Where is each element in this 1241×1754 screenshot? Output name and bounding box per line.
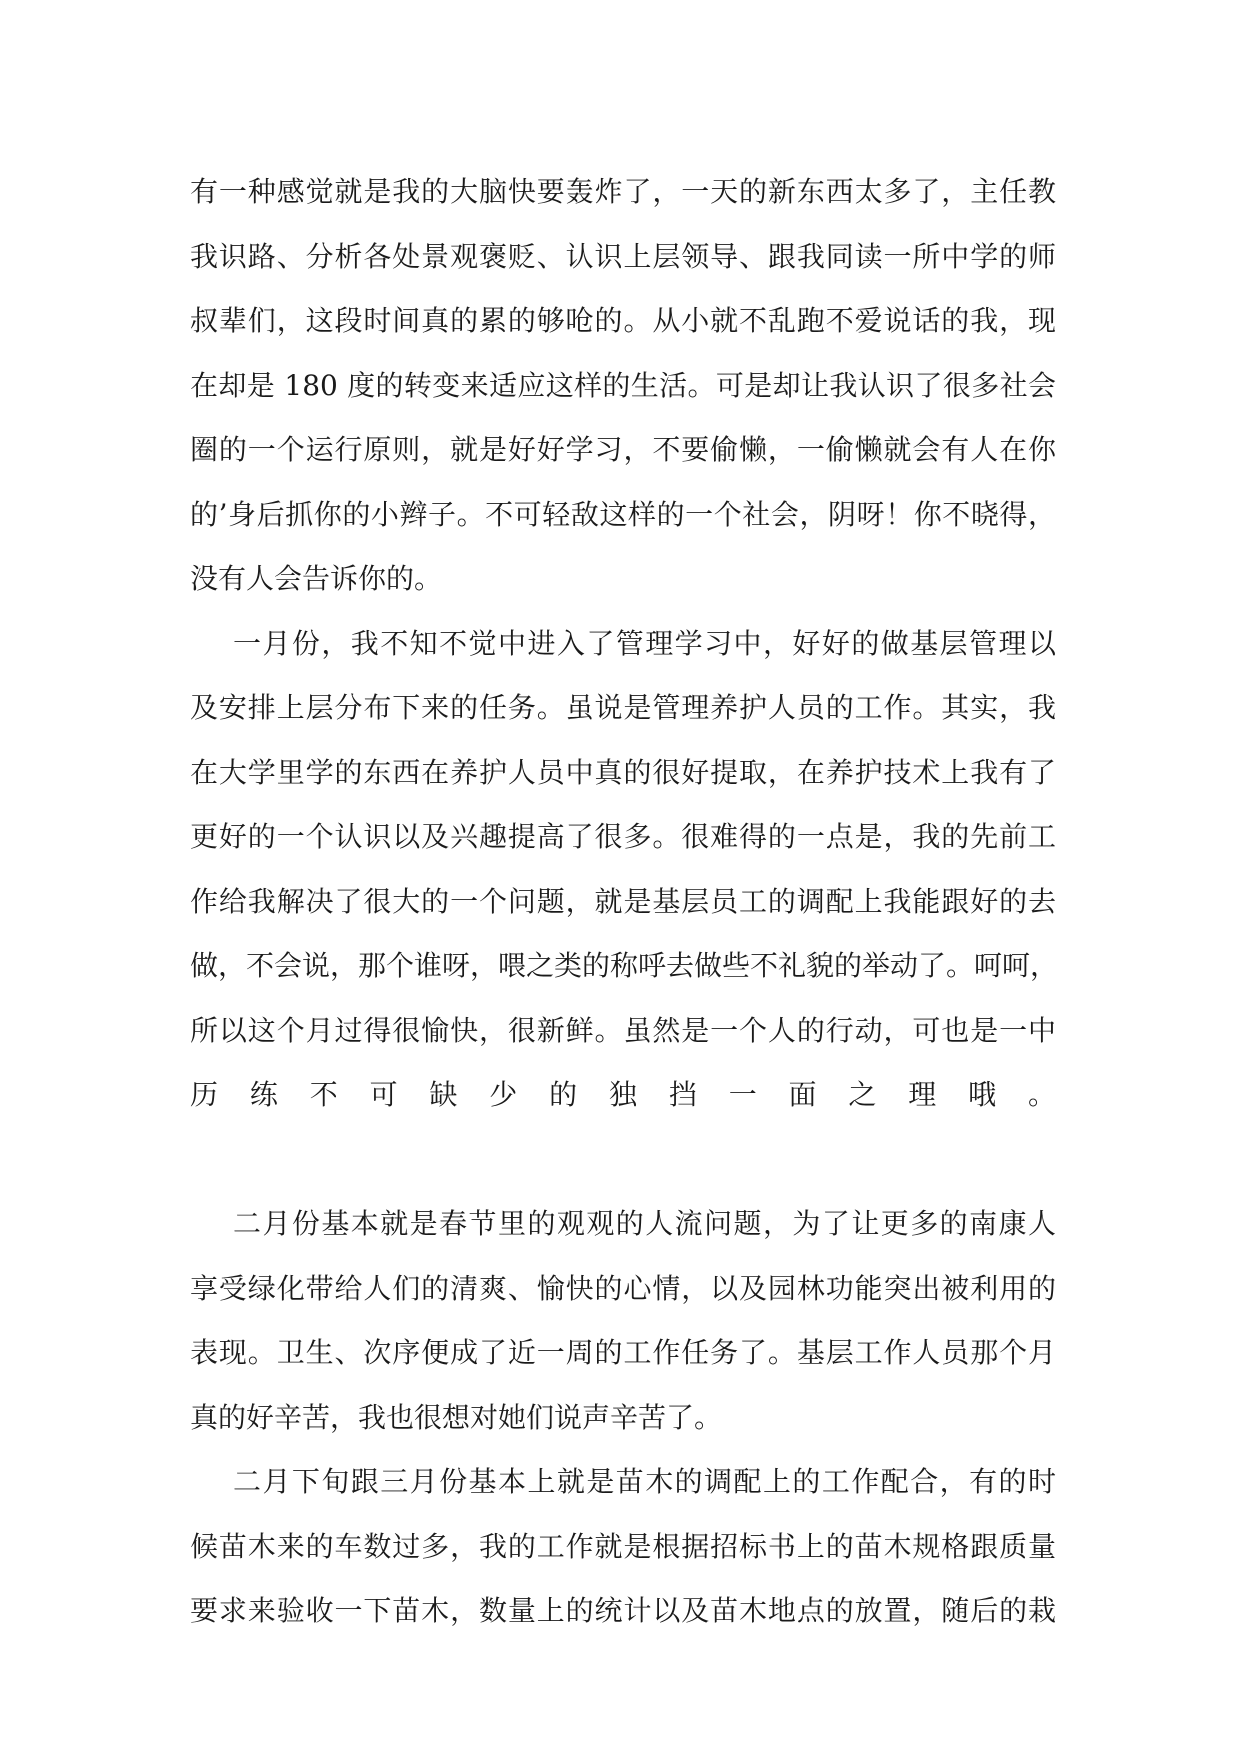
text-line — [190, 1128, 1056, 1193]
text-line: 一月份，我不知不觉中进入了管理学习中，好好的做基层管理以 — [233, 626, 1056, 660]
paragraph-3 — [190, 1192, 1056, 1450]
text-line: 没有人会告诉你的。 — [190, 562, 443, 595]
text-line: 有一种感觉就是我的大脑快要轰炸了，一天的新东西太多了，主任教 — [190, 175, 1056, 208]
text-line: 我识路、分析各处景观褒贬、认识上层领导、跟我同读一所中学的师 — [190, 239, 1056, 273]
text-line: 表现。卫生、次序便成了近一周的工作任务了。基层工作人员那个月 — [190, 1336, 1056, 1369]
paragraph-4 — [190, 1450, 1056, 1644]
text-line: 二月份基本就是春节里的观观的人流问题，为了让更多的南康人 — [233, 1207, 1056, 1240]
text-line: 圈的一个运行原则，就是好好学习，不要偷懒，一偷懒就会有人在你 — [190, 433, 1056, 466]
text-line: 在大学里学的东西在养护人员中真的很好提取，在养护技术上我有了 — [190, 755, 1056, 789]
document-page — [190, 160, 1059, 1644]
text-line: 候苗木来的车数过多，我的工作就是根据招标书上的苗木规格跟质量 — [190, 1529, 1056, 1563]
text-line: 历练不可缺少的独挡一面之理哦。 — [190, 1078, 1056, 1111]
text-line: 更好的一个认识以及兴趣提高了很多。很难得的一点是，我的先前工 — [190, 820, 1056, 853]
text-line: 在却是 180 度的转变来适应这样的生活。可是却让我认识了很多社会 — [190, 368, 1056, 402]
text-line: 要求来验收一下苗木，数量上的统计以及苗木地点的放置，随后的栽 — [190, 1594, 1056, 1627]
text-line: 二月下旬跟三月份基本上就是苗木的调配上的工作配合，有的时 — [233, 1465, 1056, 1498]
text-line: 作给我解决了很大的一个问题，就是基层员工的调配上我能跟好的去 — [190, 884, 1056, 918]
text-line: 享受绿化带给人们的清爽、愉快的心情，以及园林功能突出被利用的 — [190, 1271, 1056, 1305]
text-line: 所以这个月过得很愉快，很新鲜。虽然是一个人的行动，可也是一中 — [190, 1013, 1056, 1047]
text-line: 做，不会说，那个谁呀，喂之类的称呼去做些不礼貌的举动了。呵呵， — [190, 949, 1059, 982]
text-line: 真的好辛苦，我也很想对她们说声辛苦了。 — [190, 1400, 723, 1434]
text-line: 及安排上层分布下来的任务。虽说是管理养护人员的工作。其实，我 — [190, 691, 1056, 724]
text-line: 叔辈们，这段时间真的累的够呛的。从小就不乱跑不爱说话的我，现 — [190, 304, 1056, 337]
paragraph-1 — [190, 160, 1056, 612]
text-line: 的’身后抓你的小辫子。不可轻敌这样的一个社会，阴呀！你不晓得， — [190, 497, 1056, 531]
paragraph-2 — [190, 612, 1059, 1193]
